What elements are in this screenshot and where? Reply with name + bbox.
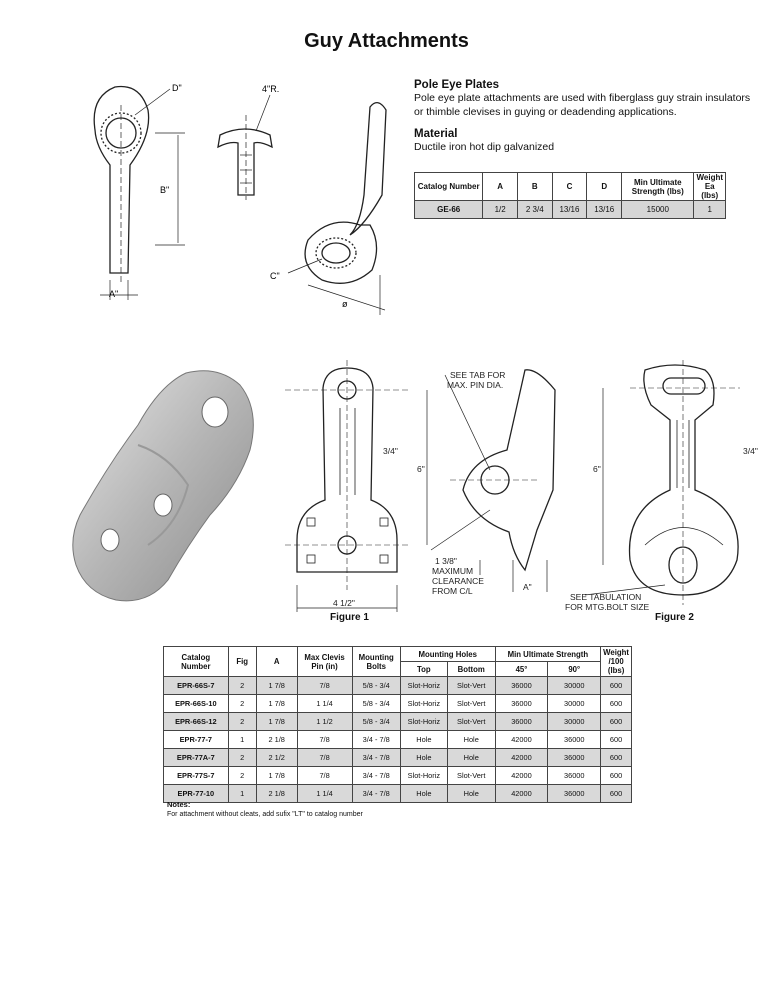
table-cell: 36000 [548,749,601,767]
table-cell: 3/4 - 7/8 [352,767,400,785]
table-cell: 1 [228,785,256,803]
header-cell: Bottom [447,662,495,677]
material-text: Ductile iron hot dip galvanized [414,141,555,153]
header-cell: Mounting Bolts [352,647,400,677]
page-title: Guy Attachments [304,30,469,52]
label-max-pin: MAX. PIN DIA. [447,380,504,390]
header-cell: Fig [228,647,256,677]
table-row [164,677,632,695]
table-cell: 2 1/8 [256,731,297,749]
table-cell: 600 [601,695,632,713]
table-cell: 30000 [548,713,601,731]
table-cell: EPR-66S-7 [164,677,229,695]
notes-heading: Notes: [167,800,191,809]
label-see-tab: SEE TAB FOR [450,370,506,380]
label-see-tabulation: SEE TABULATION [570,592,642,602]
table-cell: Slot-Horiz [400,767,447,785]
table-cell: EPR-66S-12 [164,713,229,731]
table-cell: 2 [228,749,256,767]
table-cell: 2 [228,713,256,731]
table-cell: Slot-Vert [447,695,495,713]
table-cell: 13/16 [587,201,622,219]
table-cell: Slot-Vert [447,713,495,731]
table-cell: 36000 [495,677,548,695]
table-cell: Hole [400,731,447,749]
table-cell: 600 [601,767,632,785]
table-cell: 42000 [495,731,548,749]
table-cell: 1 [694,201,726,219]
header-cell: A [483,173,518,201]
table-cell: 3/4 - 7/8 [352,785,400,803]
table-cell: EPR-77-10 [164,785,229,803]
table-header-row [164,647,632,662]
table-cell: 5/8 - 3/4 [352,695,400,713]
table-cell: 30000 [548,695,601,713]
header-cell: Weight Ea (lbs) [694,173,726,201]
label-b: B" [160,185,170,195]
pole-eye-ring-table [163,646,632,803]
table-cell: EPR-77-7 [164,731,229,749]
pole-eye-plate-table [414,172,726,219]
label-c: C" [270,271,280,281]
figure-1-label: Figure 1 [330,612,369,623]
table-cell: 2 1/2 [256,749,297,767]
header-cell: Min Ultimate Strength [495,647,601,662]
label-three-quarter-left: 3/4" [383,446,398,456]
table-cell: 7/8 [297,677,352,695]
header-cell: 90° [548,662,601,677]
header-cell: A [256,647,297,677]
table-cell: Slot-Horiz [400,677,447,695]
table-cell: 30000 [548,677,601,695]
table-cell: 2 1/8 [256,785,297,803]
table-cell: 36000 [495,695,548,713]
table-cell: 3/4 - 7/8 [352,749,400,767]
table-cell: Slot-Horiz [400,713,447,731]
header-cell: Catalog Number [415,173,483,201]
table-cell: 1 [228,731,256,749]
table-cell: 1 1/4 [297,695,352,713]
table-cell: 7/8 [297,731,352,749]
label-six-left: 6" [417,464,425,474]
label-three-quarter-right: 3/4" [743,446,758,456]
table-cell: Hole [400,749,447,767]
header-cell: Top [400,662,447,677]
table-row [164,767,632,785]
table-row [164,731,632,749]
label-for-mtg: FOR MTG.BOLT SIZE [565,602,650,612]
table-cell: Hole [447,749,495,767]
table-cell: 1 7/8 [256,695,297,713]
header-cell: D [587,173,622,201]
pole-eye-plates-heading: Pole Eye Plates [414,79,500,91]
table-cell: 42000 [495,785,548,803]
table-cell: EPR-66S-10 [164,695,229,713]
table-cell: 36000 [548,767,601,785]
table-cell: 1 7/8 [256,713,297,731]
table-row [164,713,632,731]
pole-eye-plates-description: Pole eye plate attachments are used with fiberglass guy strain insulators or thimble clevises in guying or deadending applications. [414,92,751,118]
table-cell: 36000 [548,731,601,749]
label-d: D" [172,83,182,93]
header-cell: Min Ultimate Strength (lbs) [622,173,694,201]
table-cell: 1 1/2 [297,713,352,731]
table-cell: 2 [228,767,256,785]
label-clearance: CLEARANCE [432,576,484,586]
table-cell: 36000 [495,713,548,731]
header-cell: Catalog Number [164,647,229,677]
table-cell: 2 [228,677,256,695]
table-cell: 3/4 - 7/8 [352,731,400,749]
table-cell: 1 7/8 [256,677,297,695]
product-photo [68,365,278,610]
table-cell: 7/8 [297,749,352,767]
figure-2-label: Figure 2 [655,612,694,623]
label-a: A" [109,289,119,299]
table-cell: 600 [601,713,632,731]
label-one-three-eighths: 1 3/8" [435,556,457,566]
table-cell: 600 [601,731,632,749]
pole-eye-plates-section [414,78,759,162]
pole-eye-plate-drawing [60,75,405,320]
header-cell: C [552,173,587,201]
material-heading: Material [414,127,458,140]
header-cell: Max Clevis Pin (in) [297,647,352,677]
table-cell: Hole [447,785,495,803]
table-cell: EPR-77A-7 [164,749,229,767]
pole-eye-ring-drawing [285,360,773,625]
table-cell: 13/16 [552,201,587,219]
notes-text: For attachment without cleats, add sufix "LT" to catalog number [167,810,363,818]
table-row [164,749,632,767]
header-cell: Mounting Holes [400,647,495,662]
table-cell: 600 [601,749,632,767]
label-four-half: 4 1/2" [333,598,355,608]
notes [167,800,363,820]
table-cell: Hole [400,785,447,803]
table-cell: Hole [447,731,495,749]
table-row [164,695,632,713]
table-cell: 36000 [548,785,601,803]
table-cell: Slot-Horiz [400,695,447,713]
table-cell: 15000 [622,201,694,219]
table-cell: 7/8 [297,767,352,785]
table-cell: 600 [601,677,632,695]
table-cell: EPR-77S-7 [164,767,229,785]
table-cell: 1 1/4 [297,785,352,803]
header-cell: 45° [495,662,548,677]
table-cell: 5/8 - 3/4 [352,677,400,695]
label-r: 4"R. [262,84,280,94]
table-cell: 42000 [495,749,548,767]
table-row [415,201,726,219]
header-cell: B [517,173,552,201]
table-cell: 600 [601,785,632,803]
table-cell: Slot-Vert [447,767,495,785]
table-cell: 2 [228,695,256,713]
table-cell: 5/8 - 3/4 [352,713,400,731]
label-maximum: MAXIMUM [432,566,474,576]
table-cell: 42000 [495,767,548,785]
label-phi: ø [342,299,348,309]
table-header-row [415,173,726,201]
label-from-cl: FROM C/L [432,586,473,596]
table-cell: 1/2 [483,201,518,219]
table-cell: Slot-Vert [447,677,495,695]
header-cell: Weight /100 (lbs) [601,647,632,677]
table-cell: 1 7/8 [256,767,297,785]
table-cell: GE-66 [415,201,483,219]
table-cell: 2 3/4 [517,201,552,219]
label-a: A" [523,582,532,592]
label-six-right: 6" [593,464,601,474]
